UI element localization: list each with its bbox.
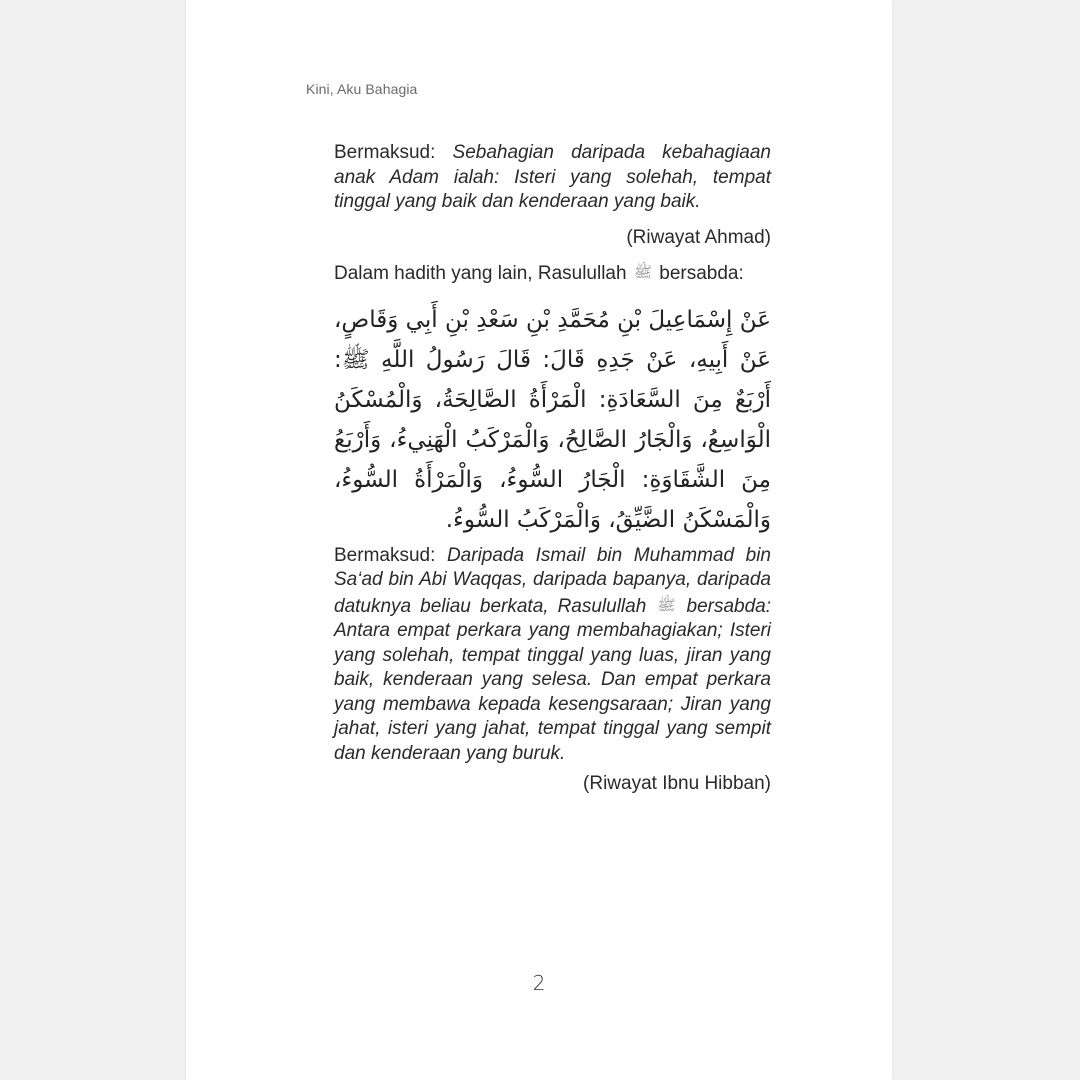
page-number: 2 [532,971,546,995]
salawat-icon: ﷺ [657,595,676,614]
meaning-text-part-a: Daripada Ismail bin Muhammad bin Sa‘ad bin Abi Waqqas, daripada bapanya, daripada datuknya beliau berkata, Rasulullah [334,544,771,617]
meaning-label: Bermaksud: [334,544,436,566]
page-body [334,141,771,797]
arabic-hadith-text: عَنْ إِسْمَاعِيلَ بْنِ مُحَمَّدِ بْنِ سَعْدِ بْنِ أَبِي وَقَاصٍ، عَنْ أَبِيهِ، عَنْ جَدِهِ قَالَ: قَالَ رَسُولُ اللَّهِ ﷺ: أَرْبَعٌ مِنَ السَّعَادَةِ: الْمَرْأَةُ الصَّالِحَةُ، وَالْمُسْكَنُ الْوَاسِعُ، وَالْجَارُ الصَّالِحُ، وَالْمَرْكَبُ الْهَنِيءُ، وَأَرْبَعُ مِنَ الشَّقَاوَةِ: الْجَارُ السُّوءُ، وَالْمَرْأَةُ السُّوءُ، وَالْمَسْكَنُ الضَّيِّقُ، وَالْمَرْكَبُ السُّوءُ. [334,306,771,533]
running-title: Kini, Aku Bahagia [306,81,418,97]
hadith-reference-ibnu-hibban: (Riwayat Ibnu Hibban) [583,773,771,794]
meaning-text: Sebahagian daripada kebahagiaan anak Adam ialah: Isteri yang solehah, tempat tinggal yang baik dan kenderaan yang baik. [334,142,771,212]
book-page [186,0,892,1080]
salawat-icon: ﷺ [633,263,652,281]
hadith-reference-ahmad: (Riwayat Ahmad) [626,226,771,248]
meaning-label: Bermaksud: [334,142,436,163]
meaning-paragraph-1 [334,141,771,215]
hadith-intro: Dalam hadith yang lain, Rasulullah ﷺ bersabda: [334,263,744,284]
meaning-text-part-b: bersabda: Antara empat perkara yang membahagiakan; Isteri yang solehah, tempat tinggal yang luas, jiran yang baik, kenderaan yang selesa. Dan empat perkara yang membawa kepada kesengsaraan; Jiran yang jahat, isteri yang jahat, tempat tinggal yang sempit dan kenderaan yang buruk. [334,595,772,764]
meaning-paragraph-2 [334,544,771,767]
